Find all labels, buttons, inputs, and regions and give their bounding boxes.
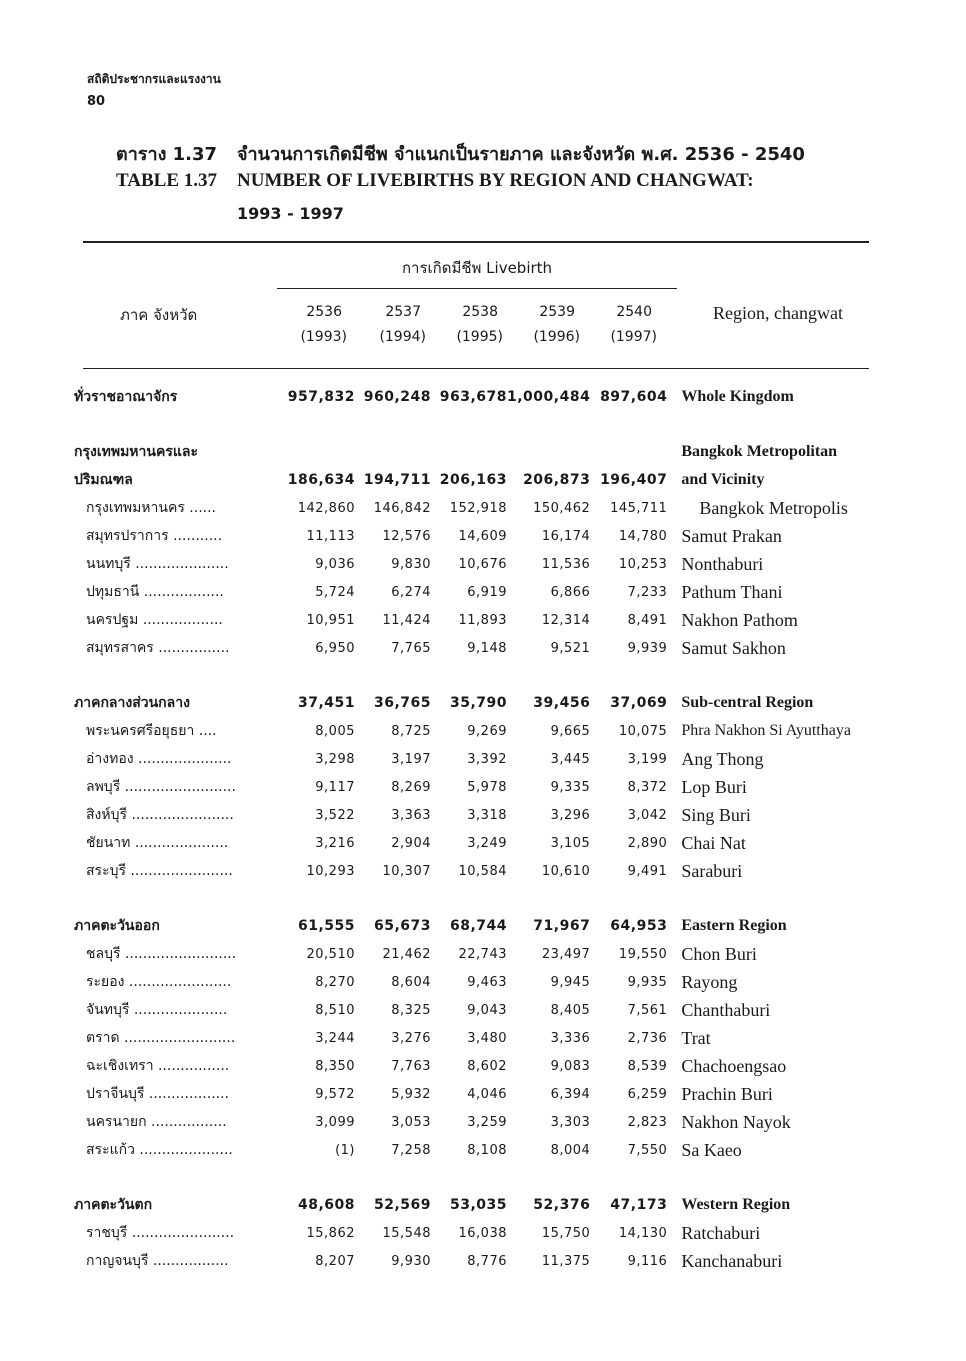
row-label-thai: อ่างทอง ..................... [86, 751, 232, 767]
region-header-english: Region, changwat [713, 303, 843, 323]
row-label-thai: ภาคกลางส่วนกลาง [74, 695, 190, 711]
row-label-english: Ang Thong [681, 748, 764, 769]
cell-value: 35,790 [449, 695, 507, 711]
cell-value: 3,363 [391, 807, 431, 823]
row-label-thai: ตราด ......................... [86, 1030, 236, 1046]
cell-value: 3,244 [315, 1030, 355, 1046]
cell-value: 52,569 [373, 1197, 431, 1213]
cell-value: 3,199 [627, 751, 668, 767]
row-label-english: Phra Nakhon Si Ayutthaya [681, 722, 851, 739]
cell-value: 4,046 [467, 1086, 507, 1102]
cell-value: 10,075 [618, 723, 668, 739]
cell-value: 9,335 [550, 779, 591, 795]
row-label-english: Saraburi [681, 860, 743, 881]
table-row-province [74, 550, 851, 578]
row-label-english: Bangkok Metropolis [699, 497, 848, 518]
table-label-thai: ตาราง 1.37 [116, 144, 218, 165]
table-row-province [74, 857, 851, 885]
row-label-english: Chai Nat [681, 832, 746, 853]
cell-value: 3,298 [315, 751, 355, 767]
cell-value: 15,862 [306, 1225, 355, 1241]
cell-value: 9,830 [391, 556, 431, 572]
livebirth-underline [277, 288, 677, 289]
cell-value: 9,043 [467, 1002, 507, 1018]
table-row-region [74, 383, 851, 411]
row-label-thai: ระยอง ....................... [86, 974, 232, 990]
row-label-thai: ฉะเชิงเทรา ................ [86, 1058, 230, 1074]
table-row-province [74, 1136, 851, 1164]
livebirth-header: การเกิดมีชีพ Livebirth [401, 259, 553, 277]
cell-value [279, 438, 355, 466]
livebirth-table [74, 383, 851, 1275]
table-row-province [74, 968, 851, 996]
table-row-province [74, 773, 851, 801]
spacer-cell [74, 411, 851, 438]
cell-value: 52,376 [533, 1197, 591, 1213]
cell-value: 8,005 [315, 723, 355, 739]
cell-value: 10,307 [382, 863, 431, 879]
cell-value: 8,602 [467, 1058, 507, 1074]
row-label-thai: ทั่วราชอาณาจักร [74, 389, 178, 405]
row-label-thai: กรุงเทพมหานคร ...... [86, 500, 216, 516]
cell-value: 10,951 [306, 612, 355, 628]
cell-value: 11,375 [541, 1253, 591, 1269]
year-header [448, 304, 503, 345]
cell-value: 48,608 [297, 1197, 355, 1213]
cell-value: 6,866 [550, 584, 591, 600]
cell-value: 206,873 [523, 472, 591, 488]
cell-value: 960,248 [363, 389, 431, 405]
cell-value: 2,736 [627, 1030, 668, 1046]
table-title-thai-text: จำนวนการเกิดมีชีพ จำแนกเป็นรายภาค และจังหวัด พ.ศ. 2536 - 2540 [237, 144, 805, 165]
table-row-province [74, 801, 851, 829]
cell-value [590, 438, 667, 466]
row-label-thai: นนทบุรี ..................... [86, 556, 229, 572]
row-label-english: Sing Buri [681, 804, 751, 825]
cell-value: 68,744 [449, 918, 507, 934]
row-label-thai: พระนครศรีอยุธยา .... [86, 723, 217, 739]
cell-value: 3,303 [550, 1114, 591, 1130]
cell-value: 8,108 [467, 1142, 507, 1158]
row-label-english: Sa Kaeo [681, 1139, 742, 1160]
year-be: 2540 [616, 304, 652, 320]
cell-value: 3,522 [315, 807, 355, 823]
cell-value: 11,536 [541, 556, 591, 572]
table-row-region [74, 689, 851, 717]
cell-value: 5,724 [315, 584, 355, 600]
cell-value: 194,711 [363, 472, 431, 488]
row-label-english: Eastern Region [681, 917, 787, 934]
cell-value: 196,407 [600, 472, 668, 488]
cell-value: 9,269 [467, 723, 507, 739]
year-header [295, 304, 347, 345]
cell-value: 9,665 [550, 723, 591, 739]
cell-value: 9,116 [627, 1253, 668, 1269]
cell-value: 61,555 [297, 918, 355, 934]
cell-value: 8,270 [315, 974, 355, 990]
row-label-english: Prachin Buri [681, 1083, 773, 1104]
table-row-province [74, 1219, 851, 1247]
cell-value: 3,296 [550, 807, 591, 823]
cell-value: 3,053 [391, 1114, 431, 1130]
cell-value: 9,463 [467, 974, 507, 990]
cell-value: 7,763 [391, 1058, 431, 1074]
year-header [371, 304, 426, 345]
cell-value: 2,904 [391, 835, 431, 851]
book-title: สถิติประชากรและแรงงาน [87, 72, 221, 86]
cell-value: 39,456 [533, 695, 591, 711]
row-label-english: Sub-central Region [681, 694, 814, 711]
table-title-years: 1993 - 1997 [237, 204, 344, 223]
row-label-english: Chachoengsao [681, 1055, 787, 1076]
cell-value: 71,967 [533, 918, 591, 934]
table-row-province [74, 717, 851, 745]
cell-value: 8,350 [315, 1058, 355, 1074]
row-label-english: Nonthaburi [681, 553, 764, 574]
year-be: 2538 [462, 304, 498, 320]
cell-value: 7,765 [391, 640, 431, 656]
row-label-thai: ปริมณฑล [74, 472, 133, 488]
row-label-english: Nakhon Nayok [681, 1111, 791, 1132]
cell-value: 10,253 [618, 556, 668, 572]
cell-value: 14,609 [458, 528, 507, 544]
table-row-province [74, 1108, 851, 1136]
cell-value: 3,042 [627, 807, 668, 823]
cell-value: 3,099 [315, 1114, 355, 1130]
page-number: 80 [87, 94, 106, 109]
cell-value: 9,521 [550, 640, 591, 656]
row-label-thai: สมุทรสาคร ................ [86, 640, 230, 656]
cell-value: 6,950 [315, 640, 355, 656]
cell-value: 8,510 [315, 1002, 355, 1018]
cell-value: 11,893 [458, 612, 507, 628]
cell-value: 6,919 [467, 584, 507, 600]
cell-value: 12,314 [541, 612, 591, 628]
cell-value: 8,539 [627, 1058, 668, 1074]
row-label-english: Lop Buri [681, 776, 747, 797]
cell-value: 36,765 [373, 695, 431, 711]
cell-value: 206,163 [439, 472, 507, 488]
year-ce: (1995) [456, 329, 503, 345]
cell-value: 9,083 [550, 1058, 591, 1074]
row-label-thai: ราชบุรี ....................... [86, 1225, 235, 1241]
year-ce: (1996) [533, 329, 580, 345]
cell-value: 7,258 [391, 1142, 431, 1158]
table-row-province [74, 634, 851, 662]
row-label-thai: ปทุมธานี .................. [86, 584, 224, 600]
cell-value: 3,445 [550, 751, 591, 767]
table-row-province [74, 940, 851, 968]
cell-value: 64,953 [610, 918, 668, 934]
row-label-thai: ลพบุรี ......................... [86, 779, 236, 795]
spacer-row [74, 662, 851, 689]
spacer-cell [74, 1164, 851, 1191]
year-ce: (1994) [379, 329, 426, 345]
table-row-province [74, 996, 851, 1024]
cell-value: 3,259 [467, 1114, 507, 1130]
cell-value: 14,130 [618, 1225, 668, 1241]
cell-value: 9,572 [315, 1086, 355, 1102]
row-label-english: Whole Kingdom [681, 388, 794, 405]
cell-value: 9,036 [315, 556, 355, 572]
cell-value: 3,392 [467, 751, 507, 767]
cell-value: 897,604 [600, 389, 668, 405]
cell-value: 146,842 [373, 500, 431, 516]
cell-value: 6,394 [550, 1086, 591, 1102]
top-rule [83, 241, 869, 243]
cell-value: 8,604 [391, 974, 431, 990]
cell-value: 12,576 [382, 528, 431, 544]
spacer-row [74, 1164, 851, 1191]
row-label-thai: กาญจนบุรี ................. [86, 1253, 229, 1269]
cell-value: 10,293 [306, 863, 355, 879]
cell-value: 3,249 [467, 835, 507, 851]
cell-value: 23,497 [541, 946, 591, 962]
table-row-province [74, 745, 851, 773]
cell-value: 11,113 [306, 528, 355, 544]
cell-value: 10,676 [458, 556, 507, 572]
cell-value: 8,207 [315, 1253, 355, 1269]
cell-value [507, 438, 590, 466]
cell-value: 150,462 [533, 500, 591, 516]
cell-value: 152,918 [449, 500, 507, 516]
row-label-thai: สระแก้ว ..................... [86, 1142, 233, 1158]
table-row-province [74, 1080, 851, 1108]
cell-value: 142,860 [297, 500, 355, 516]
cell-value [355, 438, 431, 466]
row-label-english: Trat [681, 1027, 711, 1048]
cell-value: 9,935 [627, 974, 668, 990]
cell-value: (1) [335, 1142, 355, 1158]
cell-value: 3,480 [467, 1030, 507, 1046]
cell-value: 7,233 [627, 584, 668, 600]
cell-value: 8,725 [391, 723, 431, 739]
cell-value: 3,336 [550, 1030, 591, 1046]
row-label-english: Bangkok Metropolitan [681, 443, 838, 460]
cell-value: 16,174 [541, 528, 591, 544]
cell-value [431, 438, 507, 466]
spacer-cell [74, 885, 851, 912]
row-label-thai: นครปฐม .................. [86, 612, 223, 628]
cell-value: 10,584 [458, 863, 507, 879]
cell-value: 8,491 [627, 612, 668, 628]
cell-value: 145,711 [610, 500, 668, 516]
row-label-thai: ภาคตะวันตก [74, 1197, 153, 1213]
cell-value: 37,069 [610, 695, 668, 711]
table-label-english: TABLE 1.37 [116, 170, 218, 191]
row-label-thai: สิงห์บุรี ....................... [86, 807, 234, 823]
cell-value: 7,550 [627, 1142, 668, 1158]
cell-value: 186,634 [287, 472, 355, 488]
cell-value: 37,451 [297, 695, 355, 711]
cell-value: 3,216 [315, 835, 355, 851]
cell-value: 21,462 [382, 946, 431, 962]
cell-value: 9,930 [391, 1253, 431, 1269]
cell-value: 2,823 [627, 1114, 668, 1130]
table-row-region [74, 466, 851, 494]
cell-value: 957,832 [287, 389, 355, 405]
row-label-english: Chanthaburi [681, 999, 771, 1020]
spacer-cell [74, 662, 851, 689]
spacer-row [74, 411, 851, 438]
cell-value: 2,890 [627, 835, 668, 851]
table-title-english [116, 170, 754, 192]
cell-value: 10,610 [541, 863, 591, 879]
row-label-english: Chon Buri [681, 943, 757, 964]
cell-value: 8,405 [550, 1002, 591, 1018]
table-row-province [74, 606, 851, 634]
cell-value: 9,939 [627, 640, 668, 656]
table-row-province [74, 522, 851, 550]
table-row-province [74, 578, 851, 606]
year-ce: (1993) [300, 329, 347, 345]
spacer-row [74, 885, 851, 912]
cell-value: 6,274 [391, 584, 431, 600]
cell-value: 9,117 [315, 779, 355, 795]
row-label-english: and Vicinity [681, 471, 765, 488]
year-be: 2539 [539, 304, 575, 320]
cell-value: 19,550 [618, 946, 668, 962]
region-header-thai: ภาค จังหวัด [120, 306, 198, 324]
cell-value: 65,673 [373, 918, 431, 934]
table-row-region [74, 912, 851, 940]
year-be: 2536 [306, 304, 342, 320]
year-header [602, 304, 657, 345]
row-label-thai: ปราจีนบุรี .................. [86, 1086, 230, 1102]
row-label-english: Rayong [681, 971, 738, 992]
row-label-english: Nakhon Pathom [681, 609, 798, 630]
cell-value: 3,276 [391, 1030, 431, 1046]
row-label-thai: ชลบุรี ......................... [86, 946, 237, 962]
cell-value: 9,945 [550, 974, 591, 990]
row-label-english: Western Region [681, 1196, 791, 1213]
row-label-english: Ratchaburi [681, 1222, 761, 1243]
cell-value: 5,978 [467, 779, 507, 795]
table-row-province [74, 829, 851, 857]
cell-value: 963,678 [439, 389, 507, 405]
row-label-thai: ภาคตะวันออก [74, 918, 160, 934]
cell-value: 6,259 [627, 1086, 668, 1102]
table-row-region [74, 1191, 851, 1219]
cell-value: 3,105 [550, 835, 591, 851]
year-be: 2537 [385, 304, 421, 320]
row-label-thai: นครนายก ................. [86, 1114, 227, 1130]
table-row-province [74, 1024, 851, 1052]
table-row-province [74, 1247, 851, 1275]
cell-value: 3,318 [467, 807, 507, 823]
cell-value: 5,932 [391, 1086, 431, 1102]
cell-value: 1,000,484 [507, 389, 591, 405]
row-label-english: Samut Prakan [681, 525, 782, 546]
table-row-province [74, 494, 851, 522]
cell-value: 9,148 [467, 640, 507, 656]
cell-value: 8,325 [391, 1002, 431, 1018]
cell-value: 15,750 [541, 1225, 591, 1241]
table-row-region [74, 438, 851, 466]
cell-value: 7,561 [627, 1002, 668, 1018]
year-ce: (1997) [610, 329, 657, 345]
row-label-english: Pathum Thani [681, 581, 783, 602]
row-label-thai: สระบุรี ....................... [86, 863, 233, 879]
row-label-thai: สมุทรปราการ ........... [86, 528, 223, 544]
cell-value: 8,004 [550, 1142, 591, 1158]
cell-value: 9,491 [627, 863, 668, 879]
row-label-thai: กรุงเทพมหานครและ [74, 444, 198, 460]
cell-value: 47,173 [610, 1197, 668, 1213]
cell-value: 16,038 [458, 1225, 507, 1241]
table-title-thai [116, 139, 805, 168]
table-title-english-text: NUMBER OF LIVEBIRTHS BY REGION AND CHANGWAT: [237, 170, 754, 191]
cell-value: 3,197 [391, 751, 431, 767]
cell-value: 11,424 [382, 612, 431, 628]
cell-value: 8,372 [627, 779, 668, 795]
cell-value: 14,780 [618, 528, 668, 544]
row-label-english: Kanchanaburi [681, 1250, 783, 1271]
cell-value: 8,776 [467, 1253, 507, 1269]
row-label-thai: ชัยนาท ..................... [86, 835, 229, 851]
cell-value: 15,548 [382, 1225, 431, 1241]
year-header [525, 304, 580, 345]
header-bottom-rule [83, 368, 869, 369]
table-row-province [74, 1052, 851, 1080]
cell-value: 22,743 [458, 946, 507, 962]
cell-value: 53,035 [449, 1197, 507, 1213]
cell-value: 8,269 [391, 779, 431, 795]
row-label-english: Samut Sakhon [681, 637, 786, 658]
row-label-thai: จันทบุรี ..................... [86, 1002, 228, 1018]
cell-value: 20,510 [306, 946, 355, 962]
